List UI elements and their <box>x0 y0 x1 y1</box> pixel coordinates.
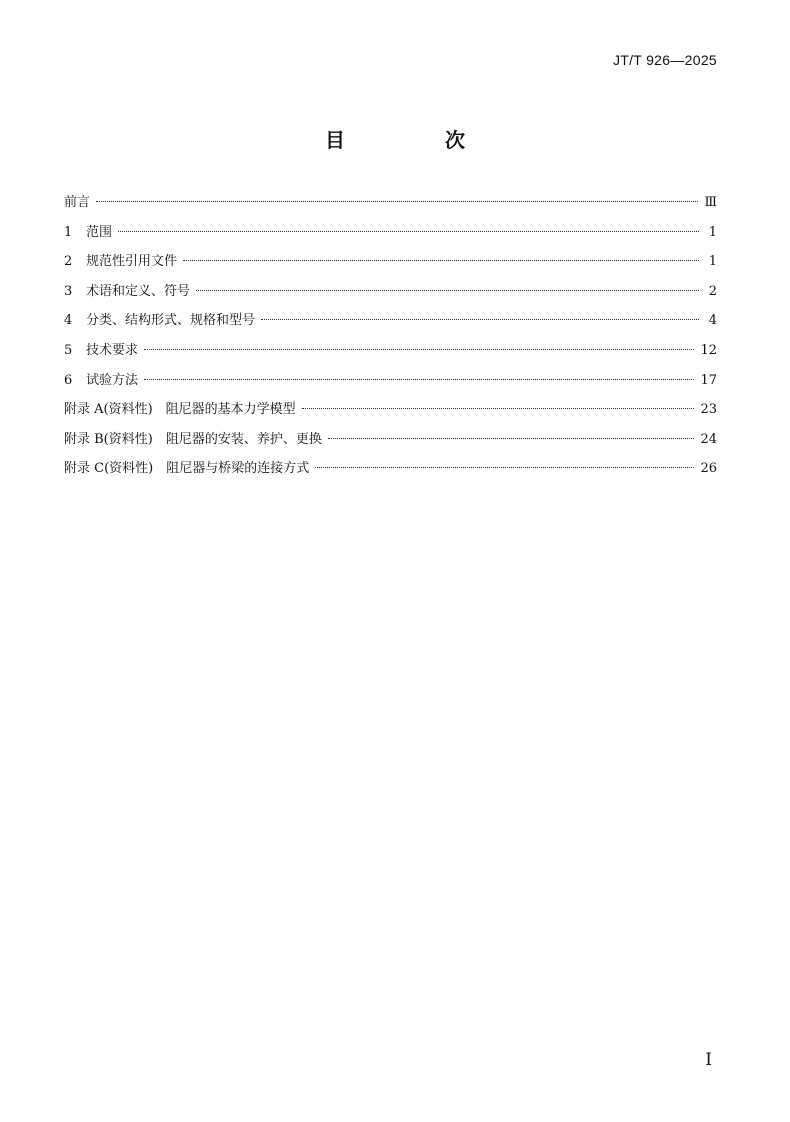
toc-dot-leader <box>261 319 699 320</box>
toc-entry-4[interactable] <box>64 308 717 338</box>
table-of-contents <box>64 190 717 486</box>
toc-entry-label: 前言 <box>64 195 91 210</box>
toc-entry-label: 附录 C(资料性) 阻尼器与桥梁的连接方式 <box>64 461 310 477</box>
toc-entry-1[interactable] <box>64 220 717 250</box>
toc-entry-number: 2 <box>64 254 73 270</box>
toc-entry-page: 2 <box>708 283 717 299</box>
toc-dot-leader <box>196 290 699 291</box>
toc-entry-5[interactable] <box>64 338 717 368</box>
page-number: I <box>705 1050 712 1070</box>
toc-entry-label: 附录 B(资料性) 阻尼器的安装、养护、更换 <box>64 431 322 447</box>
toc-dot-leader <box>302 408 695 409</box>
toc-entry-appendix-c[interactable] <box>64 456 717 486</box>
toc-entry-label: 附录 A(资料性) 阻尼器的基本力学模型 <box>64 402 296 418</box>
page-title: 目 次 <box>325 128 505 152</box>
toc-entry-label: 技术要求 <box>86 342 139 358</box>
toc-entry-number: 5 <box>64 342 73 358</box>
toc-dot-leader <box>118 231 699 232</box>
toc-entry-number: 1 <box>64 224 73 240</box>
toc-entry-appendix-a[interactable] <box>64 397 717 427</box>
toc-entry-page: 26 <box>700 461 717 477</box>
toc-entry-label: 规范性引用文件 <box>86 254 178 270</box>
toc-dot-leader <box>183 260 699 261</box>
toc-entry-label: 分类、结构形式、规格和型号 <box>86 313 256 329</box>
toc-entry-page: 24 <box>700 431 717 447</box>
toc-entry-page: 17 <box>700 372 717 388</box>
toc-entry-number: 6 <box>64 372 73 388</box>
toc-entry-foreword[interactable] <box>64 190 717 220</box>
toc-entry-6[interactable] <box>64 368 717 398</box>
toc-entry-label: 术语和定义、符号 <box>86 283 191 299</box>
toc-entry-appendix-b[interactable] <box>64 427 717 457</box>
toc-entry-number: 3 <box>64 283 73 299</box>
toc-entry-page: 4 <box>708 313 717 329</box>
toc-entry-label: 试验方法 <box>86 372 139 388</box>
toc-entry-2[interactable] <box>64 249 717 279</box>
toc-entry-number: 4 <box>64 313 73 329</box>
toc-dot-leader <box>328 438 695 439</box>
toc-dot-leader <box>144 349 694 350</box>
toc-entry-3[interactable] <box>64 279 717 309</box>
toc-entry-page: Ⅲ <box>704 195 717 210</box>
toc-entry-page: 1 <box>708 224 717 240</box>
toc-entry-page: 23 <box>700 402 717 418</box>
toc-entry-label: 范围 <box>86 224 113 240</box>
toc-dot-leader <box>144 379 694 380</box>
toc-entry-page: 1 <box>708 254 717 270</box>
standard-code: JT/T 926—2025 <box>612 52 717 68</box>
toc-dot-leader <box>315 467 694 468</box>
toc-entry-page: 12 <box>700 342 717 358</box>
toc-dot-leader <box>96 201 698 202</box>
